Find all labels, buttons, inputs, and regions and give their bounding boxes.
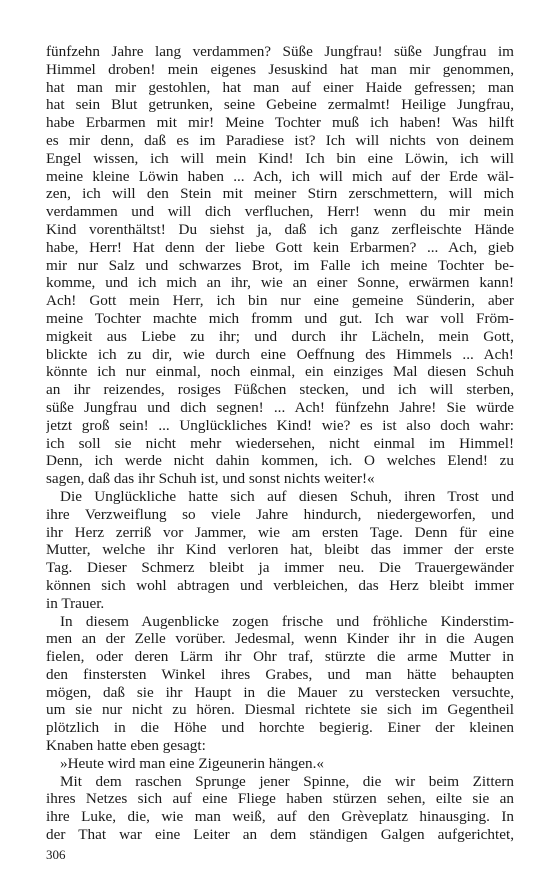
text-line: jetzt groß sein! ... Unglückliches Kind! wie? es ist also doch wahr: (46, 416, 514, 434)
text-line: süße Jungfrau und dich segnen! ... Ach! fünfzehn Jahre! Sie würde (46, 398, 514, 416)
text-line: Knaben hatte eben gesagt: (46, 737, 206, 755)
text-line: Die Unglückliche hatte sich auf diesen Schuh, ihren Trost und (60, 487, 514, 505)
text-line: mir nur Salz und schwarzes Brot, im Falle ich meine Tochter be- (46, 256, 514, 274)
text-line: hat man mir gestohlen, hat man auf einer Haide gefressen; man (46, 78, 514, 96)
text-line: blickte ich zu dir, wie durch eine Oeffnung des Himmels ... Ach! (46, 345, 514, 363)
text-line: men an der Zelle vorüber. Jedesmal, wenn Kinder ihr in die Augen (46, 630, 514, 648)
page-number: 306 (46, 847, 66, 862)
text-line: sagen, daß das ihr Schuh ist, und sonst nichts weiter!« (46, 470, 375, 488)
text-line: plötzlich in die Höhe und horchte begierig. Einer der kleinen (46, 719, 514, 737)
text-line: Ach! Gott mein Herr, ich bin nur eine gemeine Sünderin, aber (46, 292, 514, 310)
text-line: es mir denn, daß es im Paradiese ist? Ich will nichts von deinem (46, 131, 514, 149)
text-line: meine Tochter machte mich fromm und gut. Ich war voll Fröm- (46, 309, 514, 327)
text-line: den finstersten Winkel ihres Grabes, und man hätte behaupten (46, 665, 514, 683)
text-line: ich soll sie nicht mehr wiedersehen, nicht einmal im Himmel! (46, 434, 514, 452)
text-line: Mutter, welche ihr Kind verloren hat, bleibt das immer der erste (46, 541, 514, 559)
text-line: Kind vorenthältst! Du siehst ja, daß ich ganz zerfleischte Hände (46, 220, 514, 238)
text-line: zen, ich will den Stein mit meiner Stirn zerschmettern, will mich (46, 185, 514, 203)
text-line: verdammen und will dich verfluchen, Herr! wenn du mir mein (46, 203, 514, 221)
text-line: könnte ich nur einmal, noch einmal, ein einziges Mal diesen Schuh (46, 363, 514, 381)
text-line: habe, Herr! Hat denn der liebe Gott kein Erbarmen? ... Ach, gieb (46, 238, 514, 256)
text-line: Mit dem raschen Sprunge jener Spinne, die wir beim Zittern (60, 772, 514, 790)
text-line: um sie nur nicht zu hören. Diesmal richtete sie sich im Gegentheil (46, 701, 514, 719)
text-line: ihres Netzes sich auf eine Fliege haben stürzen sehen, eilte sie an (46, 790, 514, 808)
text-line: »Heute wird man eine Zigeunerin hängen.« (60, 754, 325, 772)
text-line: Engel wissen, ich will mein Kind! Ich bin eine Löwin, ich will (46, 149, 514, 167)
text-line: hat sein Blut getrunken, seine Gebeine zermalmt! Heilige Jungfrau, (46, 96, 514, 114)
text-line: fielen, oder deren Lärm ihr Ohr traf, stürzte die arme Mutter in (46, 648, 514, 666)
text-line: der That war eine Leiter an dem ständigen Galgen aufgerichtet, (46, 826, 514, 844)
text-line: fünfzehn Jahre lang verdammen? Süße Jungfrau! süße Jungfrau im (46, 43, 514, 60)
book-page-text (46, 43, 514, 844)
text-line: ihre Verzweiflung so viele Jahre hindurch, niedergeworfen, und (46, 505, 514, 523)
text-line: ihre Luke, die, wie man weiß, auf den Grèveplatz hinausging. In (46, 808, 514, 826)
text-line: mögen, daß sie ihr Haupt in die Mauer zu verstecken versuchte, (46, 683, 514, 701)
text-line: In diesem Augenblicke zogen frische und fröhliche Kinderstim- (60, 612, 514, 630)
text-line: an ihr reizendes, rosiges Füßchen stecken, und ich will sterben, (46, 381, 514, 399)
text-line: in Trauer. (46, 594, 105, 612)
text-line: ihr Herz zerriß vor Jammer, wie am ersten Tage. Denn für eine (46, 523, 514, 541)
text-line: migkeit aus Liebe zu ihr; und durch ihr Lächeln, mein Gott, (46, 327, 514, 345)
text-line: Denn, ich werde nicht dahin kommen, ich. O welches Elend! zu (46, 452, 514, 470)
text-line: meine kleine Löwin haben ... Ach, ich will mich auf der Erde wäl- (46, 167, 514, 185)
text-line: können sich wohl abtragen und verbleichen, das Herz bleibt immer (46, 576, 514, 594)
text-line: Tag. Dieser Schmerz bleibt ja immer neu. Die Trauergewänder (46, 559, 514, 577)
text-line: komme, und ich mich an ihr, wie an einer Sonne, erwärmen kann! (46, 274, 514, 292)
text-line: Himmel droben! mein eigenes Jesuskind hat man mir genommen, (46, 60, 514, 78)
text-line: habe Erbarmen mit mir! Meine Tochter muß ich haben! Was hilft (46, 114, 514, 132)
